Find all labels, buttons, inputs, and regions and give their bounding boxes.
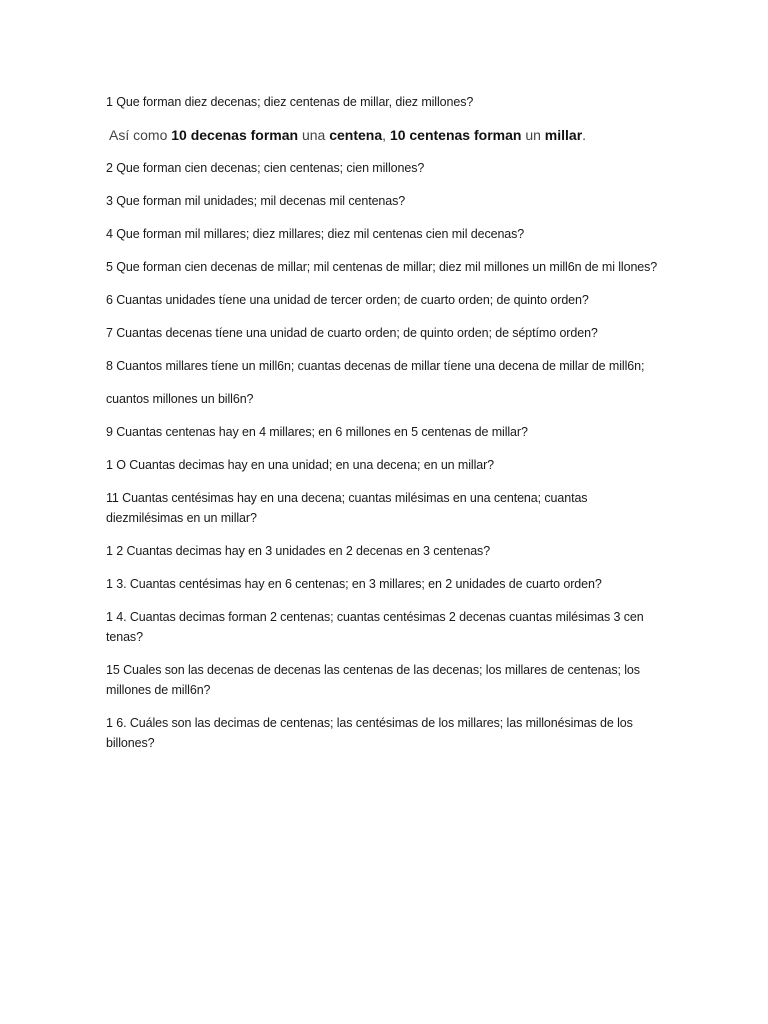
answer-text-4: un xyxy=(521,127,545,143)
question-2: 2 Que forman cien decenas; cien centenas; cien millones? xyxy=(106,161,425,175)
question-12: 1 2 Cuantas decimas hay en 3 unidades en 2 decenas en 3 centenas? xyxy=(106,544,491,558)
question-15: 15 Cuales son las decenas de decenas las centenas de las decenas; los millares de centenas; los millones de mill6n? xyxy=(106,663,640,697)
question-8-part-2: cuantos millones un bill6n? xyxy=(106,392,254,406)
question-5: 5 Que forman cien decenas de millar; mil centenas de millar; diez mil millones un mill6n de mi llones? xyxy=(106,260,658,274)
answer-bold-1: 10 decenas forman xyxy=(171,127,299,143)
question-list xyxy=(106,92,666,766)
question-14: 1 4. Cuantas decimas forman 2 centenas; cuantas centésimas 2 decenas cuantas milésimas 3 cen tenas? xyxy=(106,610,644,644)
question-3: 3 Que forman mil unidades; mil decenas mil centenas? xyxy=(106,194,406,208)
question-10: 1 O Cuantas decimas hay en una unidad; en una decena; en un millar? xyxy=(106,458,495,472)
answer-bold-2: centena xyxy=(329,127,383,143)
question-7: 7 Cuantas decenas tíene una unidad de cuarto orden; de quinto orden; de séptímo orden? xyxy=(106,326,598,340)
answer-bold-4: millar xyxy=(544,127,583,143)
question-16: 1 6. Cuáles son las decimas de centenas; las centésimas de los millares; las millonésimas de los billones? xyxy=(106,716,633,750)
question-4: 4 Que forman mil millares; diez millares; diez mil centenas cien mil decenas? xyxy=(106,227,525,241)
question-13: 1 3. Cuantas centésimas hay en 6 centenas; en 3 millares; en 2 unidades de cuarto orden? xyxy=(106,577,602,591)
question-1: 1 Que forman diez decenas; diez centenas de millar, diez millones? xyxy=(106,95,474,109)
question-6: 6 Cuantas unidades tíene una unidad de tercer orden; de cuarto orden; de quinto orden? xyxy=(106,293,589,307)
answer-text-5: . xyxy=(582,127,587,143)
answer-bold-3: 10 centenas forman xyxy=(389,127,522,143)
answer-text-1: Así como xyxy=(109,127,172,143)
question-11: 11 Cuantas centésimas hay en una decena; cuantas milésimas en una centena; cuantas diezmilésimas en un millar? xyxy=(106,491,588,525)
answer-example xyxy=(109,125,666,145)
answer-text-2: una xyxy=(298,127,330,143)
question-9: 9 Cuantas centenas hay en 4 millares; en 6 millones en 5 centenas de millar? xyxy=(106,425,528,439)
question-8-part-1: 8 Cuantos millares tíene un mill6n; cuantas decenas de millar tíene una decena de millar de mill6n; xyxy=(106,359,645,373)
answer-text-3: , xyxy=(382,127,390,143)
